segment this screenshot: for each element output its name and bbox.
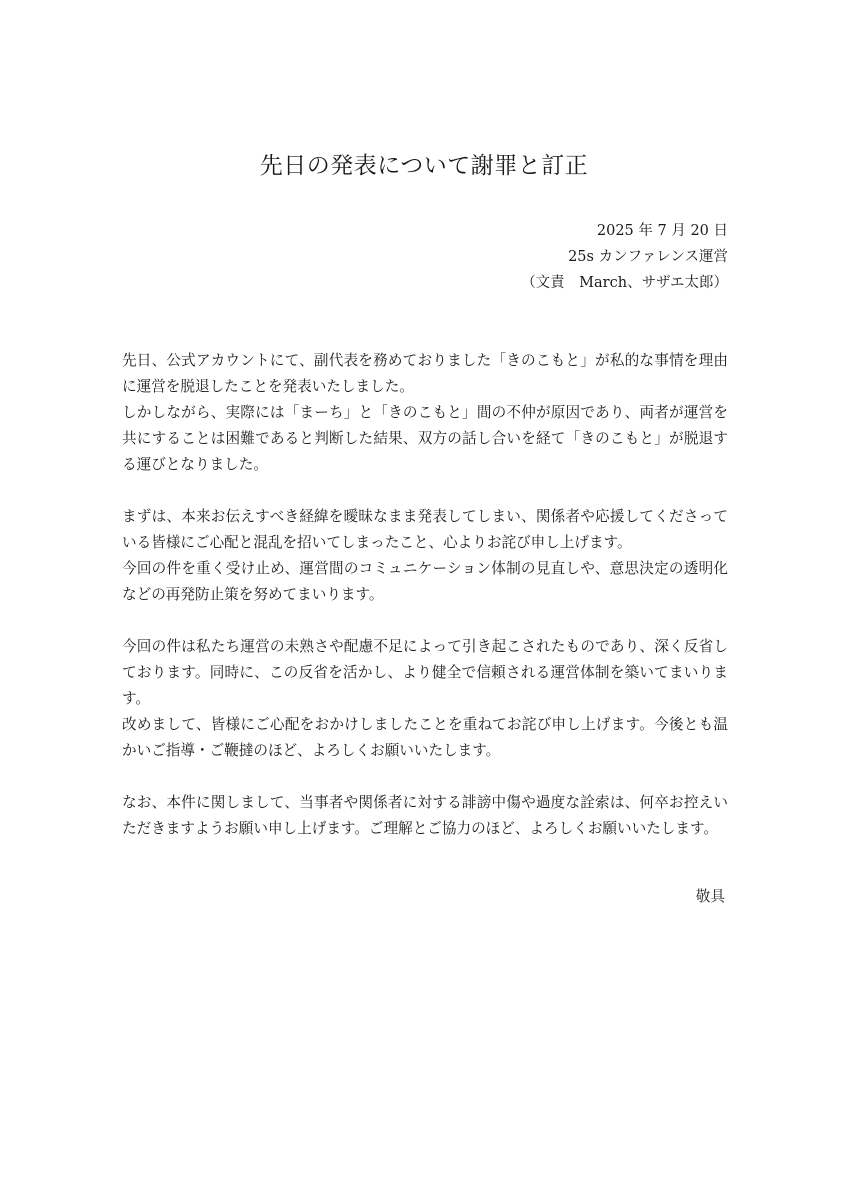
paragraph-2 (122, 504, 728, 608)
paragraph-line: 今回の件は私たち運営の未熟さや配慮不足によって引き起こされたものであり、深く反省しております。同時に、この反省を活かし、より健全で信頼される運営体制を築いてまいります。 (122, 638, 728, 707)
paragraph-line: まずは、本来お伝えすべき経緯を曖昧なまま発表してしまい、関係者や応援してくださっている皆様にご心配と混乱を招いてしまったこと、心よりお詫び申し上げます。 (122, 508, 728, 551)
paragraph-line: 今回の件を重く受け止め、運営間のコミュニケーション体制の見直しや、意思決定の透明化などの再発防止策を努めてまいります。 (122, 560, 728, 603)
paragraph-4 (122, 790, 728, 842)
document-meta (521, 218, 728, 296)
paragraph-3 (122, 634, 728, 764)
paragraph-line: なお、本件に関しまして、当事者や関係者に対する誹謗中傷や過度な詮索は、何卒お控えいただきますようお願い申し上げます。ご理解とご協力のほど、よろしくお願いいたします。 (122, 794, 728, 837)
document-authors: （文責 March、サザエ太郎） (521, 275, 728, 291)
document-title: 先日の発表について謝罪と訂正 (259, 153, 589, 179)
paragraph-line: 改めまして、皆様にご心配をおかけしましたことを重ねてお詫び申し上げます。今後とも温かいご指導・ご鞭撻のほど、よろしくお願いいたします。 (122, 716, 728, 759)
closing-remark: 敬具 (695, 888, 725, 905)
document-body (122, 348, 728, 868)
paragraph-line: しかしながら、実際には「まーち」と「きのこもと」間の不仲が原因であり、両者が運営を共にすることは困難であると判断した結果、双方の話し合いを経て「きのこもと」が脱退する運びとなりました。 (122, 404, 728, 473)
document-organization: 25s カンファレンス運営 (568, 249, 728, 265)
document-date: 2025 年 7 月 20 日 (596, 223, 728, 239)
paragraph-line: 先日、公式アカウントにて、副代表を務めておりました「きのこもと」が私的な事情を理由に運営を脱退したことを発表いたしました。 (122, 352, 728, 395)
paragraph-1 (122, 348, 728, 478)
